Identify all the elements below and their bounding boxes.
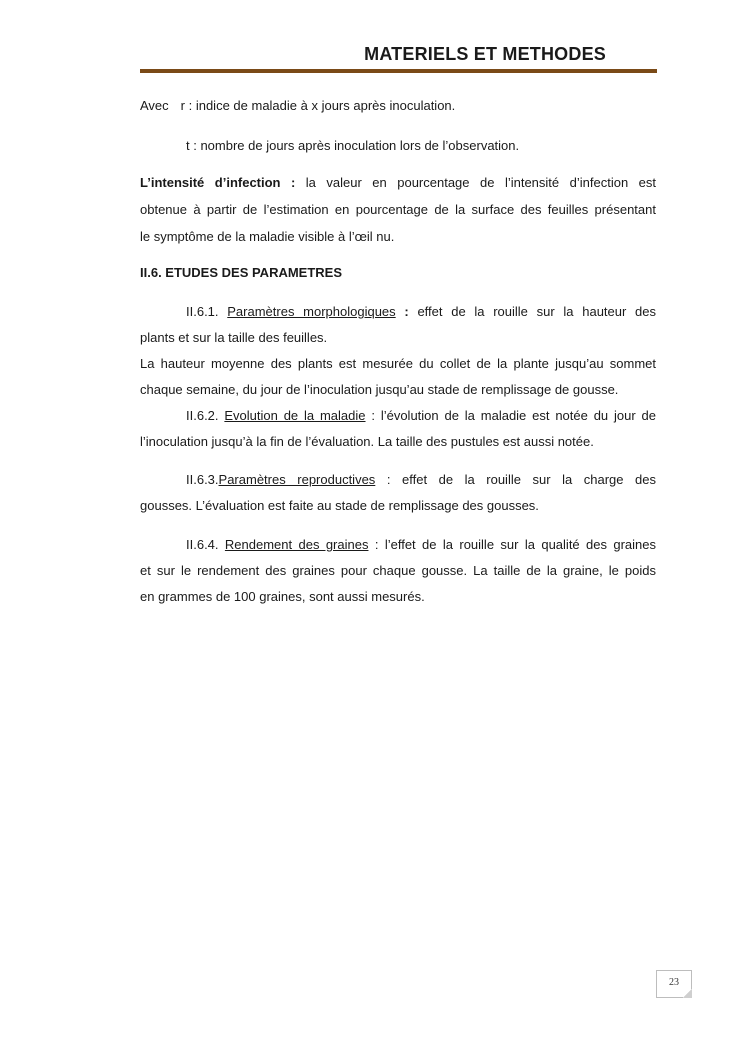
intensite-line1-rest: la valeur en pourcentage de l’intensité d’infection est [295, 175, 656, 190]
avec-line [140, 98, 656, 114]
t-definition: t : nombre de jours après inoculation lors de l’observation. [186, 138, 520, 153]
p1-line-3: La hauteur moyenne des plants est mesurée du collet de la plante jusqu’au sommet [140, 356, 656, 371]
p2-line-1 [140, 408, 656, 424]
page-header-title: MATERIELS ET METHODES [364, 44, 606, 64]
p1-rest: effet de la rouille sur la hauteur des [417, 304, 656, 319]
p4-rest: : l’effet de la rouille sur la qualité des graines [368, 537, 657, 552]
header-rule [140, 69, 657, 73]
p1-separator: : [395, 304, 418, 319]
p1-number: II.6.1. [186, 304, 228, 319]
p2-line-2: l’inoculation jusqu’à la fin de l’évaluation. La taille des pustules est aussi notée. [140, 434, 594, 449]
p3-line-2: gousses. L’évaluation est faite au stade de remplissage des gousses. [140, 498, 539, 513]
p4-number: II.6.4. [186, 537, 225, 552]
p4-line-1 [140, 537, 656, 553]
p3-line-1 [140, 472, 656, 488]
p2-rest: : l’évolution de la maladie est notée du jour de [365, 408, 657, 423]
intensite-line-2: obtenue à partir de l’estimation en pourcentage de la surface des feuilles présentant [140, 202, 656, 217]
p4-line-2: et sur le rendement des graines pour chaque gousse. La taille de la graine, le poids [140, 563, 656, 578]
intensite-line-3: le symptôme de la maladie visible à l’œil nu. [140, 229, 395, 244]
p4-title: Rendement des graines [224, 537, 369, 552]
p1-line-4: chaque semaine, du jour de l’inoculation jusqu’au stade de remplissage de gousse. [140, 382, 619, 397]
p1-line-2: plants et sur la taille des feuilles. [140, 330, 328, 345]
p1-line-1 [140, 304, 656, 320]
section-heading: II.6. ETUDES DES PARAMETRES [140, 265, 343, 280]
intensite-line-1 [140, 175, 656, 191]
p2-number: II.6.2. [186, 408, 225, 423]
avec-lead: Avec [140, 98, 169, 113]
page-number: 23 [669, 977, 679, 988]
r-definition: r : indice de maladie à x jours après inoculation. [180, 98, 456, 113]
p1-title: Paramètres morphologiques [227, 304, 396, 319]
p3-rest: : effet de la rouille sur la charge des [375, 472, 657, 487]
page-number-box [656, 970, 692, 998]
p2-title: Evolution de la maladie [224, 408, 366, 423]
p3-title: Paramètres reproductives [218, 472, 376, 487]
p4-line-3: en grammes de 100 graines, sont aussi mesurés. [140, 589, 425, 604]
intensite-term: L’intensité d’infection : [140, 175, 296, 190]
page-curl-icon [683, 989, 692, 998]
p3-number: II.6.3. [186, 472, 219, 487]
